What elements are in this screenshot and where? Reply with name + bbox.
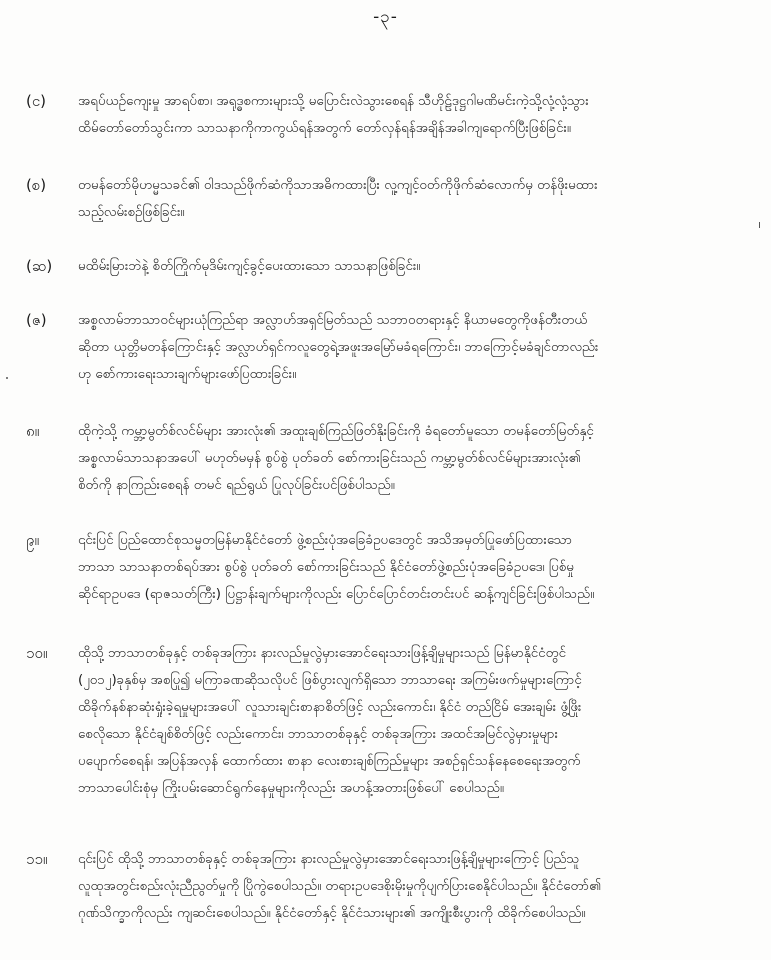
- page-number: -၃-: [373, 7, 398, 27]
- text-line: ဆိုတာ ယုတ္တိမတန်ကြောင်းနှင့် အလ္လာဟ်ရှင်ကလူတွေရဲ့အဖူးအမြော်မခံရကြောင်း၊ ဘာကြောင့်မခံချင်တာလည်း: [78, 340, 599, 355]
- paragraph-label: ၈။: [26, 422, 40, 440]
- text-line: ၎င်းပြင် ပြည်ထောင်စုသမ္မတမြန်မာနိုင်ငံတော် ဖွဲ့စည်းပုံအခြေခံဥပဒေတွင် အသိအမှတ်ပြုဖော်ပြထားသော: [78, 533, 573, 548]
- text-line: စိတ်ကို နာကြည်းစေရန် တမင် ရည်ရွယ် ပြုလုပ်ခြင်းပင်ဖြစ်ပါသည်။: [78, 478, 395, 493]
- paragraph-text: [78, 253, 768, 280]
- paragraph-item-sa: [26, 172, 756, 232]
- paragraph-text: [78, 88, 768, 142]
- text-line: ပပျောက်စေရန်၊ အပြန်အလှန် ထောက်ထား စာနာ လေးစားချစ်ကြည်မှုများ အစဉ်ရှင်သန်နေစေရေးအတွက်: [78, 754, 581, 769]
- scan-speck: [759, 222, 760, 228]
- paragraph-section-10: [26, 640, 756, 810]
- text-line: ဂုဏ်သိက္ခာကိုလည်း ကျဆင်းစေပါသည်။ နိုင်ငံတော်နှင့် နိုင်ငံသားများ၏ အကျိုးစီးပွားကို ထိခိုက်စေပါသည်။: [78, 906, 586, 921]
- paragraph-section-9: [26, 527, 756, 612]
- text-line: ဘာသာ သာသနာတစ်ရပ်အား စွပ်စွဲ ပုတ်ခတ် စော်ကားခြင်းသည် နိုင်ငံတော်ဖွဲ့စည်းပုံအခြေခံဥပဒေ၊ ပြစ်မှု: [78, 560, 574, 575]
- text-line: ဆိုင်ရာဥပဒေ (ရာဇသတ်ကြီး) ပြဋ္ဌာန်းချက်များကိုလည်း ပြောင်ပြောင်တင်းတင်းပင် ဆန့်ကျင်ခြင်းဖြစ်ပါသည်။: [78, 587, 595, 602]
- paragraph-item-hsa: [26, 253, 756, 283]
- paragraph-text: [78, 846, 768, 927]
- scan-speck: [6, 377, 8, 379]
- text-line: ဘာသာပေါင်းစုံမှ ကြိုးပမ်းဆောင်ရွက်နေမှုများကိုလည်း အဟန့်အတားဖြစ်ပေါ် စေပါသည်။: [78, 781, 504, 796]
- text-line: အစ္စလာမ်ဘာသာဝင်များယုံကြည်ရာ အလ္လာဟ်အရှင်မြတ်သည် သဘာဝတရားနှင့် နိယာမတွေကိုဖန်တီးတယ်: [78, 313, 588, 328]
- paragraph-label: (စ): [26, 176, 47, 194]
- paragraph-item-za: [26, 307, 756, 392]
- paragraph-label: ၁၀။: [26, 644, 48, 662]
- text-line: မထိမ်းမြားဘဲနဲ့ စိတ်ကြိုက်မုဒိမ်းကျင့်ခွင့်ပေးထားသော သာသနာဖြစ်ခြင်း။: [78, 259, 421, 274]
- text-line: ထိခိုက်နစ်နာဆုံးရှုံးခဲ့ရမှုများအပေါ် လူသားချင်းစာနာစိတ်ဖြင့် လည်းကောင်း၊ နိုင်ငံ တည်ငြိမ် အေးချမ်း ဖွံ့ဖြိုး: [78, 700, 582, 715]
- text-line: လူထုအတွင်းစည်းလုံးညီညွတ်မှုကို ပြိုကွဲစေပါသည်။ တရားဥပဒေစိုးမိုးမှုကိုပျက်ပြားစေနိုင်ပါသည်။ နိုင်ငံတော်၏: [78, 879, 602, 894]
- text-line: (၂၀၁၂)ခုနှစ်မှ အစပြု၍ မကြာခဏဆိုသလိုပင် ဖြစ်ပွားလျက်ရှိသော ဘာသာရေး အကြမ်းဖက်မှုများကြောင့်: [78, 673, 582, 688]
- paragraph-text: [78, 527, 768, 608]
- paragraph-section-11: [26, 846, 756, 931]
- paragraph-label: (ဇ): [26, 311, 47, 329]
- text-line: ၎င်းပြင် ထိုသို့ ဘာသာတစ်ခုနှင့် တစ်ခုအကြား နားလည်မှုလွဲမှားအောင်ရေးသားဖြန့်ချိမှုများကြောင့် ပြည်သူ: [78, 852, 580, 867]
- paragraph-label: ၁၁။: [26, 850, 48, 868]
- text-line: တမန်တော်မိုဟမ္မသခင်၏ ဝါဒသည်ဖိုက်ဆံကိုသာအဓိကထားပြီး လူ့ကျင့်ဝတ်ကိုဖိုက်ဆံလောက်မှ တန်ဖိုးမထား: [78, 178, 598, 193]
- paragraph-label: (ဆ): [26, 257, 53, 275]
- text-line: ဟု စော်ကားရေးသားချက်များဖော်ပြထားခြင်း။: [78, 367, 297, 382]
- paragraph-label: ၉။: [26, 531, 39, 549]
- text-line: ထိမ်တော်တော်သွင်းကာ သာသနာကိုကာကွယ်ရန်အတွက် တော်လှန်ရန်အချိန်အခါကျရောက်ပြီးဖြစ်ခြင်း။: [78, 121, 571, 136]
- text-line: ထိုသို့ ဘာသာတစ်ခုနှင့် တစ်ခုအကြား နားလည်မှုလွဲမှားအောင်ရေးသားဖြန့်ချိမှုများသည် မြန်မာနိုင်ငံတွင်: [78, 646, 567, 661]
- text-line: ထိုကဲ့သို့ ကမ္ဘာ့မွတ်စ်လင်မ်များ အားလုံး၏ အထူးချစ်ကြည်ဖြတ်နိုးခြင်းကို ခံရတော်မူသော တမန်တော်မြတ်နှင့်: [78, 424, 594, 439]
- text-line: စေလိုသော နိုင်ငံချစ်စိတ်ဖြင့် လည်းကောင်း၊ ဘာသာတစ်ခုနှင့် တစ်ခုအကြား အထင်အမြင်လွဲမှားမှုများ: [78, 727, 559, 742]
- paragraph-text: [78, 640, 768, 802]
- paragraph-section-8: [26, 418, 756, 503]
- paragraph-label: (င): [26, 92, 47, 110]
- paragraph-text: [78, 307, 768, 388]
- text-line: အရပ်ယဉ်ကျေးမှု အာရပ်စာ၊ အရုဒ္ဓစကားများသို့ မပြောင်းလဲသွားစေရန် သီဟိုဠ်ဒုဋ္ဌဂါမဏိမင်းကဲ့သို့လုံ့လုံ့သွား: [78, 94, 589, 109]
- paragraph-text: [78, 172, 768, 226]
- text-line: အစ္စလာမ်သာသနာအပေါ် မဟုတ်မမှန် စွပ်စွဲ ပုတ်ခတ် စော်ကားခြင်းသည် ကမ္ဘာ့မွတ်စ်လင်မ်များအားလုံး၏: [78, 451, 581, 466]
- paragraph-item-nga: [26, 88, 756, 148]
- paragraph-text: [78, 418, 768, 499]
- text-line: သည့်လမ်းစဉ်ဖြစ်ခြင်း။: [78, 205, 185, 220]
